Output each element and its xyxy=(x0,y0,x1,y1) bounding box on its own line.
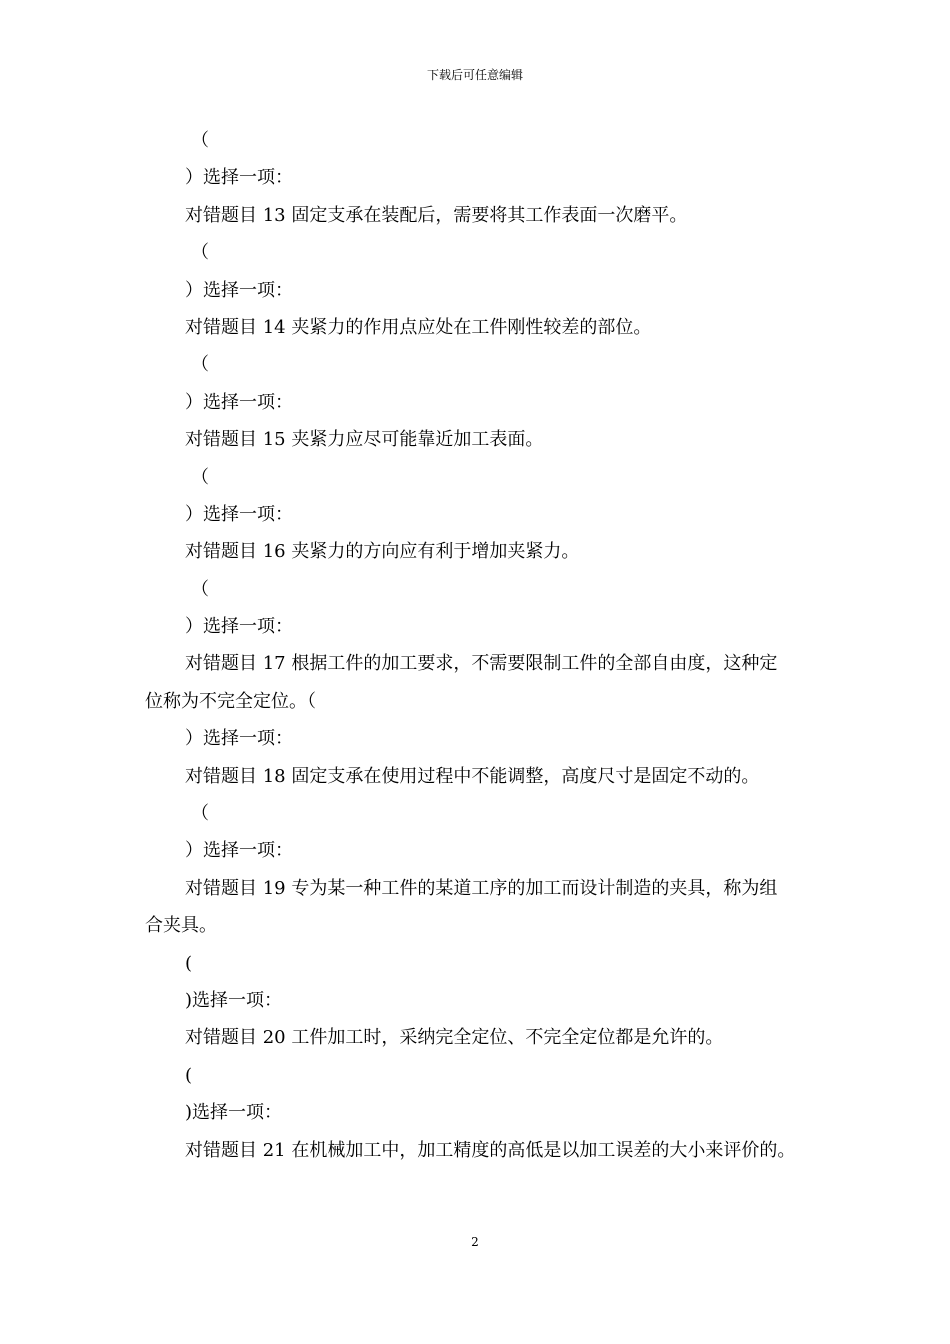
select-one-label: ）选择一项： xyxy=(185,728,293,750)
question-19-continued: 合夹具。 xyxy=(145,915,217,937)
question-19: 对错题目 19 专为某一种工件的某道工序的加工而设计制造的夹具，称为组 xyxy=(185,877,778,899)
question-20: 对错题目 20 工件加工时，采纳完全定位、不完全定位都是允许的。 xyxy=(185,1027,724,1049)
select-one-label: ）选择一项： xyxy=(185,616,293,638)
document-body xyxy=(145,122,825,1169)
question-18: 对错题目 18 固定支承在使用过程中不能调整，高度尺寸是固定不动的。 xyxy=(185,765,760,787)
page-number: 2 xyxy=(471,1235,479,1249)
select-one-label: ）选择一项： xyxy=(185,391,293,413)
paren-open: ( xyxy=(185,1064,193,1086)
paren-open: （ xyxy=(191,354,209,376)
select-one-label: )选择一项： xyxy=(185,989,283,1011)
question-13: 对错题目 13 固定支承在装配后，需要将其工作表面一次磨平。 xyxy=(185,204,688,226)
page-header: 下载后可任意编辑 xyxy=(426,68,523,82)
question-15: 对错题目 15 夹紧力应尽可能靠近加工表面。 xyxy=(185,429,544,451)
paren-open: （ xyxy=(191,578,209,600)
select-one-label: ）选择一项： xyxy=(185,279,293,301)
paren-open: （ xyxy=(191,242,209,264)
question-16: 对错题目 16 夹紧力的方向应有利于增加夹紧力。 xyxy=(185,541,580,563)
select-one-label: )选择一项： xyxy=(185,1102,283,1124)
select-one-label: ）选择一项： xyxy=(185,503,293,525)
select-one-label: ）选择一项： xyxy=(185,167,293,189)
paren-open: ( xyxy=(185,952,193,974)
question-17: 对错题目 17 根据工件的加工要求，不需要限制工件的全部自由度，这种定 xyxy=(185,653,778,675)
paren-open: （ xyxy=(191,803,209,825)
question-21: 对错题目 21 在机械加工中，加工精度的高低是以加工误差的大小来评价的。 xyxy=(185,1139,796,1161)
question-17-continued: 位称为不完全定位。（ xyxy=(145,690,316,712)
select-one-label: ）选择一项： xyxy=(185,840,293,862)
paren-open: （ xyxy=(191,130,209,151)
question-14: 对错题目 14 夹紧力的作用点应处在工件刚性较差的部位。 xyxy=(185,316,652,338)
paren-open: （ xyxy=(191,466,209,488)
